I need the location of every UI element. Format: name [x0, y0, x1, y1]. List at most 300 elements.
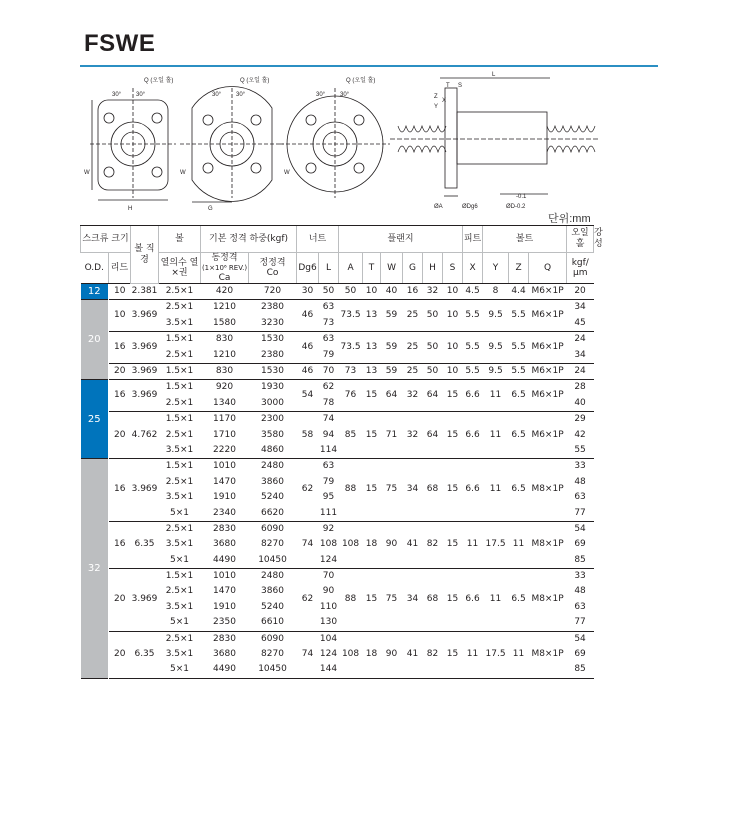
table-row	[81, 284, 594, 300]
circuits-cell-value: 1.5×1	[165, 382, 194, 393]
svg-text:Q (오일 홀): Q (오일 홀)	[144, 78, 174, 84]
a-cell: 73.5	[339, 300, 363, 332]
ca-cell-value: 1910	[213, 492, 236, 503]
header-dynamic-label: 동정격	[211, 253, 238, 263]
h-cell: 82	[423, 631, 443, 678]
q-cell: M6×1P	[529, 300, 567, 332]
header-circuits: 열의수 열×권	[159, 253, 201, 284]
header-co: Co	[266, 268, 279, 278]
lead-cell: 20	[109, 569, 131, 632]
od-cell: 20	[81, 300, 109, 380]
g-cell: 25	[403, 363, 423, 379]
lead-cell: 20	[109, 631, 131, 678]
ca-cell-value: 1910	[213, 601, 236, 612]
rigidity-cell-value: 85	[574, 664, 586, 675]
co-cell	[249, 459, 297, 522]
rigidity-cell-value: 63	[574, 492, 586, 503]
circuits-cell-value: 3.5×1	[165, 601, 194, 612]
g-cell: 25	[403, 300, 423, 332]
circuits-cell-value: 2.5×1	[165, 633, 194, 644]
header-pitch: 피트	[463, 226, 483, 253]
rigidity-cell	[567, 332, 594, 364]
co-cell-value: 6620	[261, 507, 284, 518]
svg-text:30°: 30°	[136, 92, 146, 98]
rigidity-cell	[567, 412, 594, 459]
rigidity-cell	[567, 521, 594, 568]
w-cell: 90	[381, 631, 403, 678]
circuits-cell	[159, 363, 201, 379]
spec-table: 스크류 크기 볼 직경 볼 기본 정격 하중(kgf) 너트 플랜지 피트 볼트 오일 홀 강성 O.D. 리드 열의수 열×권 동정격 (1×10⁶ REV.) Ca 정정격 Co Dg6 L A T W G H S X Y Z Q kgf/μm 12 10 2.381 2.5×1 420 720 30 50 50 10 40 16 32 10 4.5 8 4.4 M6×1P 20 20 10 3.969 2.5×1 3.5×1 1210 1580 2380 3230 46 63 73 73.5 13 59 25 50 10 5.5 9.5 5.5 M6×1P 34 45 16 3.969 1.5×1 2.5×1 830 1210 1530 2380 46 63 79 73.5 13 59 25 50 10 5.5 9.5 5.5 M6×1P 24 34 20 3.969 1.5×1 830 1530 46 70 73 13 59 25 50 10 5.5 9.5 5.5 M6×1P 24 25 16 3.969 1.5×1 2.5×1 920 1340 1930 3000 54 62 78 76 15 64 32 64 15 6.6 11 6.5 M6×1P 28 40 20 4.762 1.5×1 2.5×1 3.5×1 1170 1710 2220 2300 3580 4860 58 74 94 114 85 15 71 32 64 15 6.6 11 6.5 M6×1P 29 42 55 32 16 3.969 1.5×1 2.5×1 3.5×1 5×1 1010 1470 1910 2340 2480 3860 5240 6620 62 63 79 95 111 88 15 75 34 68 15 6.6 11 6.5 M8×1P 33 48 63 77 16 6.35 2.5×1 3.5×1 5×1 2830 3680 4490 6090 8270 10450 74 92 108 124 108 18 90 41 82 15 11 17.5 11 M8×1P 54 69 85 20 3.969 1.5×1 2.5×1 3.5×1 5×1 1010 1470 1910 2350 2480 3860 5240 6610 62 70 90 110 130 88 15 75 34 68 15 6.6 11 6.5 M8×1P 33 48 63 77 20 6.35 2.5×1 3.5×1 5×1 2830 3680 4490 6090 8270 10450 74 104 124 144 108 18 90 41 82 15 11 17.5 11 M8×1P 54 69 85	[80, 225, 594, 679]
l-cell-value: 144	[319, 664, 338, 675]
w-cell: 75	[381, 569, 403, 632]
ball-dia-cell: 3.969	[131, 459, 159, 522]
q-cell: M6×1P	[529, 332, 567, 364]
rigidity-cell-value: 42	[574, 429, 586, 440]
a-cell: 108	[339, 631, 363, 678]
circuits-cell-value: 2.5×1	[165, 349, 194, 360]
l-cell-value: 79	[322, 476, 335, 487]
rigidity-cell	[567, 300, 594, 332]
circuits-cell-value: 2.5×1	[165, 429, 194, 440]
co-cell	[249, 380, 297, 412]
header-screw-size: 스크류 크기	[81, 226, 131, 253]
s-cell: 10	[443, 300, 463, 332]
header-kgf: kgf/μm	[567, 253, 594, 284]
l-cell	[319, 284, 339, 300]
dg6-cell: 74	[297, 631, 319, 678]
t-cell: 18	[363, 631, 381, 678]
ca-cell-value: 2340	[213, 507, 236, 518]
y-cell: 11	[483, 459, 509, 522]
q-cell: M8×1P	[529, 569, 567, 632]
co-cell-value: 720	[263, 286, 282, 296]
x-cell: 11	[463, 631, 483, 678]
circuits-cell-value: 2.5×1	[165, 286, 194, 296]
rigidity-cell	[567, 631, 594, 678]
ca-cell-value: 1470	[213, 586, 236, 597]
l-cell-value: 110	[319, 601, 338, 612]
w-cell: 59	[381, 363, 403, 379]
lead-cell: 20	[109, 363, 131, 379]
g-cell: 34	[403, 569, 423, 632]
q-cell: M6×1P	[529, 380, 567, 412]
rigidity-cell-value: 34	[574, 349, 586, 360]
co-cell	[249, 332, 297, 364]
svg-text:-0.1: -0.1	[516, 194, 527, 200]
od-cell: 32	[81, 459, 109, 678]
dg6-cell: 62	[297, 459, 319, 522]
t-cell: 10	[363, 284, 381, 300]
z-cell: 4.4	[509, 284, 529, 300]
l-cell-value: 94	[322, 429, 335, 440]
circuits-cell-value: 5×1	[170, 507, 189, 518]
l-cell	[319, 363, 339, 379]
rigidity-cell-value: 24	[574, 365, 586, 376]
header-s: S	[443, 253, 463, 284]
table-row	[81, 631, 594, 678]
rigidity-cell	[567, 284, 594, 300]
ca-cell	[201, 284, 249, 300]
t-cell: 13	[363, 332, 381, 364]
header-nut: 너트	[297, 226, 339, 253]
x-cell: 11	[463, 521, 483, 568]
h-cell: 82	[423, 521, 443, 568]
w-cell: 90	[381, 521, 403, 568]
svg-text:ØD-0.2: ØD-0.2	[506, 204, 526, 210]
header-h: H	[423, 253, 443, 284]
circuits-cell-value: 3.5×1	[165, 492, 194, 503]
header-dynamic	[201, 253, 249, 284]
svg-text:X: X	[442, 98, 447, 104]
ca-cell-value: 1580	[213, 317, 236, 328]
flange-view-round	[280, 88, 390, 198]
lead-cell: 16	[109, 521, 131, 568]
t-cell: 15	[363, 569, 381, 632]
x-cell: 5.5	[463, 363, 483, 379]
a-cell: 85	[339, 412, 363, 459]
header-dg6: Dg6	[297, 253, 319, 284]
co-cell-value: 6610	[261, 617, 284, 628]
h-cell: 50	[423, 332, 443, 364]
co-cell-value: 5240	[261, 492, 284, 503]
w-cell: 64	[381, 380, 403, 412]
h-cell: 32	[423, 284, 443, 300]
l-cell-value: 74	[322, 414, 335, 425]
a-cell: 88	[339, 569, 363, 632]
circuits-cell-value: 3.5×1	[165, 649, 194, 660]
g-cell: 32	[403, 380, 423, 412]
ca-cell	[201, 459, 249, 522]
svg-text:G: G	[208, 206, 213, 212]
l-cell-value: 73	[322, 317, 335, 328]
h-cell: 50	[423, 300, 443, 332]
rigidity-cell-value: 85	[574, 554, 586, 565]
l-cell-value: 78	[322, 397, 335, 408]
svg-text:30°: 30°	[236, 92, 246, 98]
svg-text:H: H	[128, 206, 133, 212]
ca-cell-value: 830	[215, 365, 234, 376]
a-cell: 88	[339, 459, 363, 522]
rigidity-cell-value: 54	[574, 633, 586, 644]
header-x: X	[463, 253, 483, 284]
ca-cell-value: 2220	[213, 444, 236, 455]
ca-cell-value: 3680	[213, 649, 236, 660]
l-cell-value: 95	[322, 492, 335, 503]
rigidity-cell-value: 69	[574, 649, 586, 660]
w-cell: 71	[381, 412, 403, 459]
z-cell: 5.5	[509, 363, 529, 379]
t-cell: 18	[363, 521, 381, 568]
x-cell: 5.5	[463, 332, 483, 364]
co-cell-value: 8270	[261, 539, 284, 550]
ball-dia-cell: 6.35	[131, 631, 159, 678]
q-cell: M6×1P	[529, 363, 567, 379]
co-cell	[249, 631, 297, 678]
svg-text:30°: 30°	[340, 92, 350, 98]
s-cell: 15	[443, 569, 463, 632]
z-cell: 6.5	[509, 412, 529, 459]
l-cell-value: 79	[322, 349, 335, 360]
ca-cell-value: 2830	[213, 633, 236, 644]
co-cell	[249, 521, 297, 568]
dg6-cell: 46	[297, 332, 319, 364]
l-cell-value: 92	[322, 523, 335, 534]
svg-text:Q (오일 홀): Q (오일 홀)	[240, 78, 270, 84]
ball-dia-cell: 2.381	[131, 284, 159, 300]
l-cell-value: 63	[322, 334, 335, 345]
a-cell: 76	[339, 380, 363, 412]
circuits-cell-value: 5×1	[170, 664, 189, 675]
svg-text:30°: 30°	[212, 92, 222, 98]
lead-cell: 16	[109, 380, 131, 412]
spec-table-body	[81, 284, 594, 679]
svg-text:30°: 30°	[316, 92, 326, 98]
svg-text:30°: 30°	[112, 92, 122, 98]
rigidity-cell-value: 55	[574, 444, 586, 455]
circuits-cell-value: 3.5×1	[165, 539, 194, 550]
g-cell: 16	[403, 284, 423, 300]
circuits-cell	[159, 521, 201, 568]
ca-cell	[201, 521, 249, 568]
t-cell: 15	[363, 380, 381, 412]
header-z: Z	[509, 253, 529, 284]
ca-cell-value: 1010	[213, 571, 236, 582]
rigidity-cell-value: 48	[574, 586, 586, 597]
rigidity-cell-value: 54	[574, 523, 586, 534]
table-row	[81, 412, 594, 459]
od-cell: 12	[81, 284, 109, 300]
co-cell-value: 2300	[261, 414, 284, 425]
header-g: G	[403, 253, 423, 284]
dg6-cell: 58	[297, 412, 319, 459]
svg-text:T: T	[446, 83, 450, 89]
h-cell: 68	[423, 459, 443, 522]
circuits-cell-value: 2.5×1	[165, 523, 194, 534]
ball-dia-cell: 3.969	[131, 569, 159, 632]
lead-cell: 16	[109, 459, 131, 522]
co-cell	[249, 363, 297, 379]
a-cell: 73.5	[339, 332, 363, 364]
a-cell: 108	[339, 521, 363, 568]
header-static-label: 정정격	[259, 258, 286, 268]
circuits-cell-value: 5×1	[170, 617, 189, 628]
circuits-cell	[159, 380, 201, 412]
co-cell	[249, 569, 297, 632]
w-cell: 75	[381, 459, 403, 522]
circuits-cell	[159, 459, 201, 522]
q-cell: M8×1P	[529, 521, 567, 568]
g-cell: 34	[403, 459, 423, 522]
co-cell-value: 1930	[261, 382, 284, 393]
circuits-cell-value: 1.5×1	[165, 334, 194, 345]
table-row	[81, 459, 594, 522]
circuits-cell-value: 3.5×1	[165, 444, 194, 455]
l-cell-value: 114	[319, 444, 338, 455]
co-cell-value: 2480	[261, 571, 284, 582]
y-cell: 11	[483, 380, 509, 412]
q-cell: M8×1P	[529, 459, 567, 522]
x-cell: 6.6	[463, 380, 483, 412]
ball-dia-cell: 3.969	[131, 380, 159, 412]
l-cell	[319, 521, 339, 568]
circuits-cell-value: 2.5×1	[165, 302, 194, 313]
header-bolt: 볼트	[483, 226, 567, 253]
y-cell: 11	[483, 412, 509, 459]
h-cell: 68	[423, 569, 443, 632]
y-cell: 8	[483, 284, 509, 300]
h-cell: 50	[423, 363, 443, 379]
circuits-cell-value: 5×1	[170, 554, 189, 565]
svg-text:L: L	[492, 72, 496, 78]
co-cell-value: 3230	[261, 317, 284, 328]
side-view	[390, 78, 600, 196]
ca-cell	[201, 631, 249, 678]
y-cell: 9.5	[483, 300, 509, 332]
ca-cell-value: 1010	[213, 461, 236, 472]
s-cell: 15	[443, 459, 463, 522]
lead-cell: 10	[109, 300, 131, 332]
l-cell-value: 111	[319, 507, 338, 518]
rigidity-cell-value: 33	[574, 461, 586, 472]
z-cell: 5.5	[509, 300, 529, 332]
ball-dia-cell: 3.969	[131, 332, 159, 364]
l-cell-value: 50	[322, 286, 335, 296]
header-a: A	[339, 253, 363, 284]
lead-cell: 20	[109, 412, 131, 459]
l-cell	[319, 380, 339, 412]
l-cell-value: 130	[319, 617, 338, 628]
y-cell: 9.5	[483, 363, 509, 379]
unit-label: 단위:mm	[548, 213, 591, 225]
z-cell: 11	[509, 631, 529, 678]
circuits-cell	[159, 284, 201, 300]
ca-cell	[201, 412, 249, 459]
co-cell-value: 10450	[258, 554, 287, 565]
s-cell: 10	[443, 284, 463, 300]
circuits-cell-value: 2.5×1	[165, 586, 194, 597]
header-load: 기본 정격 하중(kgf)	[201, 226, 297, 253]
co-cell-value: 3860	[261, 476, 284, 487]
ca-cell-value: 2350	[213, 617, 236, 628]
t-cell: 15	[363, 412, 381, 459]
table-row	[81, 380, 594, 412]
rigidity-cell-value: 48	[574, 476, 586, 487]
rigidity-cell-value: 20	[574, 286, 586, 296]
rigidity-cell-value: 63	[574, 601, 586, 612]
header-oil-hole: 오일 홀	[567, 226, 594, 253]
ca-cell-value: 1210	[213, 302, 236, 313]
ca-cell	[201, 569, 249, 632]
w-cell: 59	[381, 332, 403, 364]
ball-dia-cell: 6.35	[131, 521, 159, 568]
od-cell: 25	[81, 380, 109, 459]
l-cell-value: 90	[322, 586, 335, 597]
rigidity-cell	[567, 380, 594, 412]
x-cell: 5.5	[463, 300, 483, 332]
l-cell	[319, 412, 339, 459]
lead-cell: 16	[109, 332, 131, 364]
l-cell	[319, 459, 339, 522]
co-cell-value: 1530	[261, 334, 284, 345]
rigidity-cell-value: 24	[574, 334, 586, 345]
dg6-cell: 74	[297, 521, 319, 568]
flange-view-square	[90, 88, 176, 200]
q-cell: M8×1P	[529, 631, 567, 678]
q-cell: M6×1P	[529, 412, 567, 459]
lead-cell: 10	[109, 284, 131, 300]
circuits-cell-value: 1.5×1	[165, 365, 194, 376]
table-row	[81, 569, 594, 632]
circuits-cell-value: 1.5×1	[165, 414, 194, 425]
dg6-cell: 30	[297, 284, 319, 300]
co-cell-value: 2480	[261, 461, 284, 472]
w-cell: 40	[381, 284, 403, 300]
circuits-cell	[159, 631, 201, 678]
ca-cell	[201, 363, 249, 379]
header-dynamic-unit: (1×10⁶ REV.)	[201, 264, 248, 272]
s-cell: 10	[443, 332, 463, 364]
co-cell-value: 5240	[261, 601, 284, 612]
circuits-cell	[159, 412, 201, 459]
rigidity-cell-value: 45	[574, 317, 586, 328]
header-t: T	[363, 253, 381, 284]
co-cell-value: 10450	[258, 664, 287, 675]
y-cell: 17.5	[483, 631, 509, 678]
circuits-cell-value: 1.5×1	[165, 461, 194, 472]
x-cell: 4.5	[463, 284, 483, 300]
nut-drawings	[80, 68, 600, 216]
t-cell: 13	[363, 300, 381, 332]
ca-cell-value: 1710	[213, 429, 236, 440]
header-w: W	[381, 253, 403, 284]
dg6-cell: 62	[297, 569, 319, 632]
circuits-cell-value: 3.5×1	[165, 317, 194, 328]
s-cell: 15	[443, 380, 463, 412]
ca-cell-value: 920	[215, 382, 234, 393]
rigidity-cell-value: 77	[574, 507, 586, 518]
svg-text:Z: Z	[434, 94, 438, 100]
x-cell: 6.6	[463, 459, 483, 522]
rigidity-cell-value: 29	[574, 414, 586, 425]
page-title: FSWE	[84, 30, 156, 57]
svg-text:Y: Y	[434, 104, 439, 110]
ca-cell	[201, 332, 249, 364]
h-cell: 64	[423, 380, 443, 412]
rigidity-cell-value: 34	[574, 302, 586, 313]
l-cell-value: 62	[322, 382, 335, 393]
co-cell-value: 4860	[261, 444, 284, 455]
dg6-cell: 46	[297, 363, 319, 379]
table-row	[81, 300, 594, 332]
x-cell: 6.6	[463, 412, 483, 459]
rigidity-cell-value: 40	[574, 397, 586, 408]
ca-cell	[201, 300, 249, 332]
svg-text:ØDg6: ØDg6	[462, 204, 478, 210]
l-cell-value: 63	[322, 302, 335, 313]
z-cell: 6.5	[509, 569, 529, 632]
z-cell: 5.5	[509, 332, 529, 364]
s-cell: 15	[443, 412, 463, 459]
y-cell: 17.5	[483, 521, 509, 568]
circuits-cell-value: 1.5×1	[165, 571, 194, 582]
l-cell	[319, 332, 339, 364]
co-cell	[249, 284, 297, 300]
header-static	[249, 253, 297, 284]
co-cell-value: 6090	[261, 523, 284, 534]
title-rule	[80, 65, 658, 67]
circuits-cell	[159, 300, 201, 332]
table-row	[81, 521, 594, 568]
